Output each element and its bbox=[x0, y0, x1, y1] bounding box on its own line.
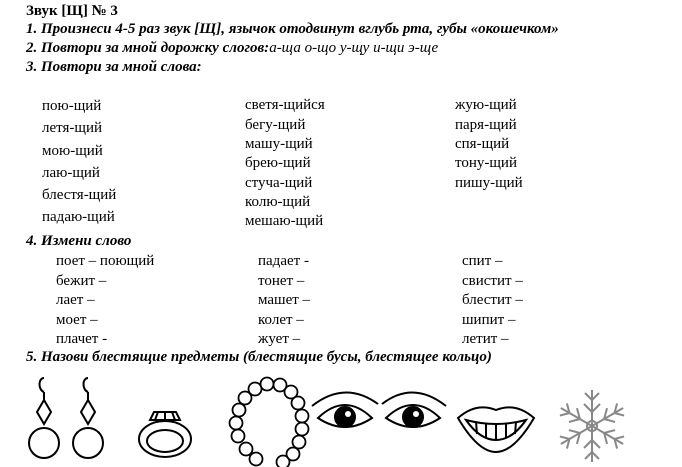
task-5-instruction: 5. Назови блестящие предметы (блестящие бусы, блестящее кольцо) bbox=[26, 349, 492, 365]
task-3-word: бегу-щий bbox=[245, 117, 306, 133]
earrings-icon bbox=[29, 378, 103, 458]
task-4-word: падает - bbox=[258, 253, 309, 269]
task-3-word: блестя-щий bbox=[42, 187, 117, 203]
task-3-word: паря-щий bbox=[455, 117, 517, 133]
task-4-word: поет – поющий bbox=[56, 253, 155, 269]
task-4-word: машет – bbox=[258, 292, 311, 308]
task-3-word: падаю-щий bbox=[42, 209, 115, 225]
task-3-word: колю-щий bbox=[245, 194, 311, 210]
task-3-word: жую-щий bbox=[455, 97, 517, 113]
task-4-word: моет – bbox=[56, 312, 98, 328]
task-3-word: пою-щий bbox=[42, 98, 102, 114]
task-2-syllables: а-ща о-що у-щу и-щи э-ще bbox=[269, 40, 439, 56]
task-3-word: брею-щий bbox=[245, 155, 311, 171]
task-4-word: лает – bbox=[56, 292, 95, 308]
lips-icon bbox=[458, 407, 534, 452]
snowflake-icon bbox=[557, 390, 627, 462]
task-4-instruction: 4. Измени слово bbox=[26, 233, 132, 249]
task-1-instruction: 1. Произнеси 4-5 раз звук [Щ], язычок отодвинут вглубь рта, губы «окошечком» bbox=[26, 21, 559, 37]
task-3-word: лаю-щий bbox=[42, 165, 100, 181]
task-4-word: спит – bbox=[462, 253, 503, 269]
page-title: Звук [Щ] № 3 bbox=[26, 3, 118, 19]
task-3-word: машу-щий bbox=[245, 136, 313, 152]
beads-icon bbox=[230, 378, 309, 467]
task-3-word: пишу-щий bbox=[455, 175, 523, 191]
task-2-label: 2. Повтори за мной дорожку слогов: bbox=[26, 40, 270, 56]
task-3-word: стуча-щий bbox=[245, 175, 313, 191]
pictures-row bbox=[0, 370, 682, 467]
task-3-word: мою-щий bbox=[42, 143, 103, 159]
eyes-icon bbox=[312, 392, 446, 427]
task-4-word: тонет – bbox=[258, 273, 305, 289]
task-4-word: жует – bbox=[258, 331, 301, 347]
task-4-word: плачет - bbox=[56, 331, 108, 347]
task-4-word: колет – bbox=[258, 312, 304, 328]
task-4-word: летит – bbox=[462, 331, 509, 347]
task-4-word: бежит – bbox=[56, 273, 107, 289]
task-4-word: свистит – bbox=[462, 273, 523, 289]
task-3-word: спя-щий bbox=[455, 136, 510, 152]
task-3-word: летя-щий bbox=[42, 120, 102, 136]
task-3-instruction: 3. Повтори за мной слова: bbox=[26, 59, 202, 75]
ring-icon bbox=[139, 412, 191, 457]
task-3-word: светя-щийся bbox=[245, 97, 325, 113]
task-2-instruction bbox=[26, 40, 438, 57]
task-3-word: тону-щий bbox=[455, 155, 517, 171]
task-4-word: блестит – bbox=[462, 292, 523, 308]
task-4-word: шипит – bbox=[462, 312, 516, 328]
task-3-word: мешаю-щий bbox=[245, 213, 324, 229]
